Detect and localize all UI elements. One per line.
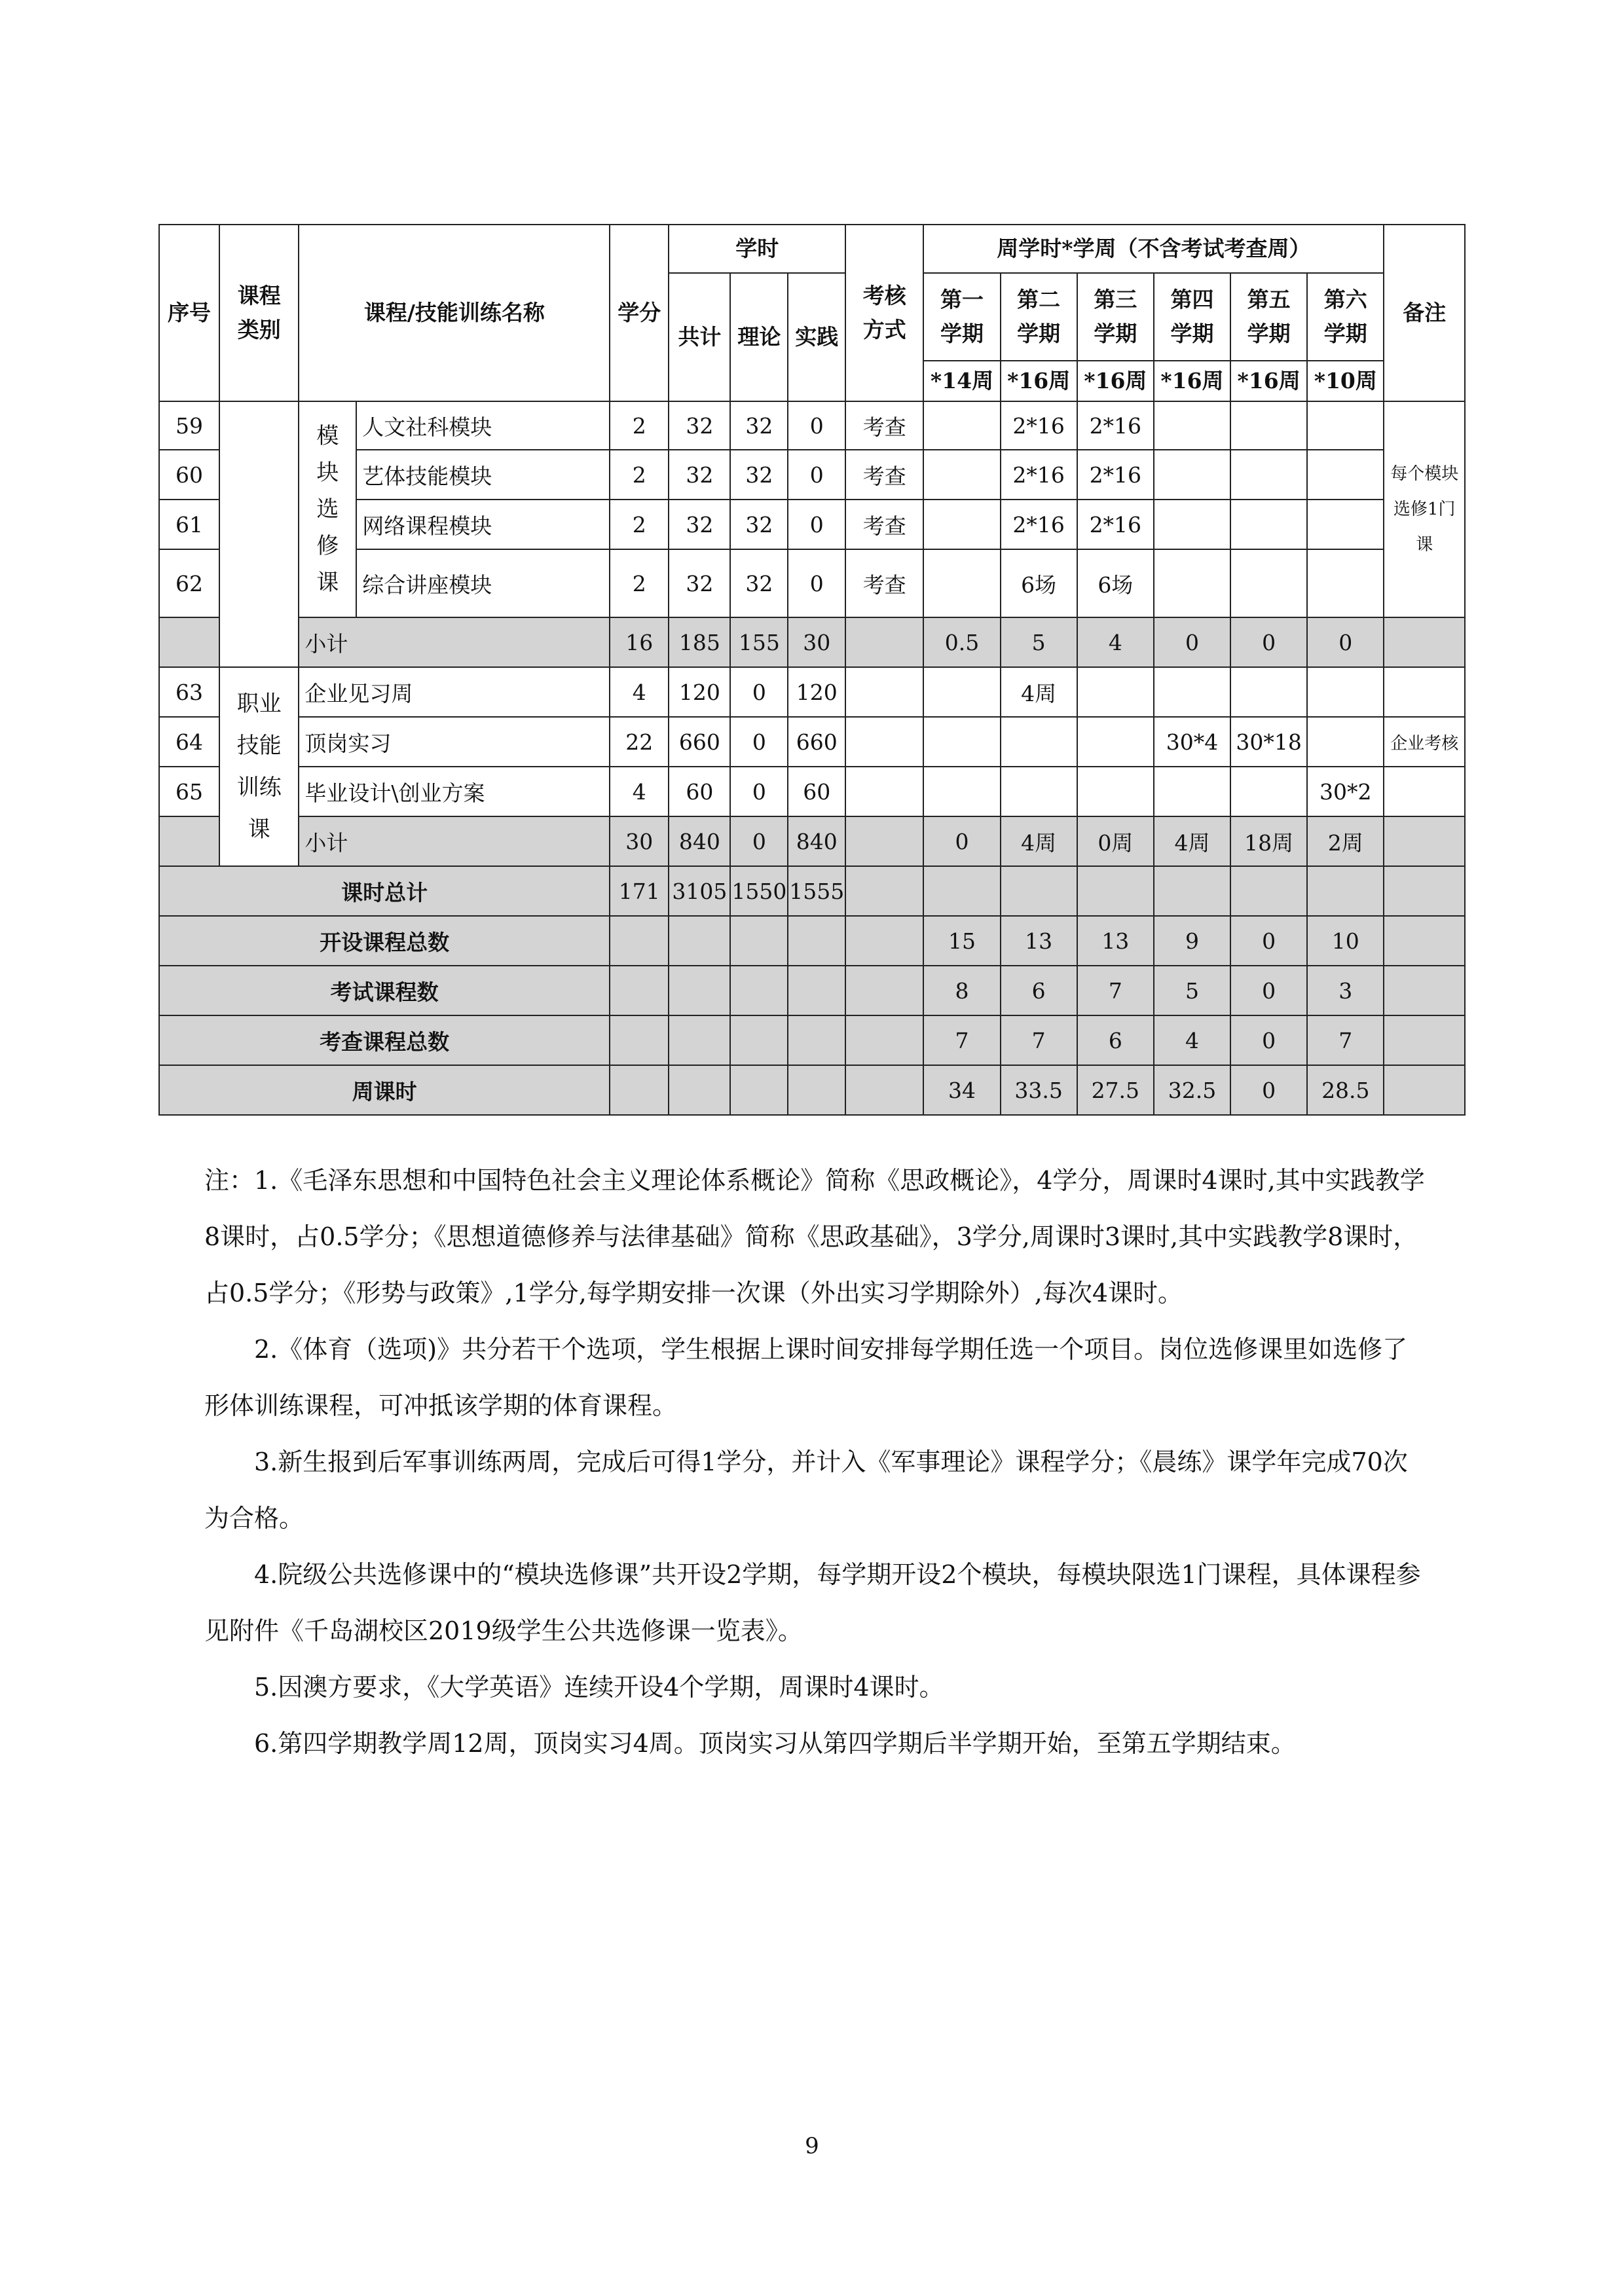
row-s4: [1154, 401, 1230, 450]
row-s5: [1230, 549, 1307, 617]
row-s6: [1307, 667, 1384, 717]
empty-cell: [610, 1015, 669, 1065]
header-weeks-2: *16周: [1001, 361, 1077, 401]
skill-training-category: 职业技能训练课: [219, 667, 299, 866]
empty-cell: [669, 1015, 730, 1065]
subtotal-s3: 4: [1077, 617, 1154, 667]
subtotal-remark-empty: [1384, 816, 1465, 866]
row-seq: 63: [159, 667, 219, 717]
row-s5: [1230, 667, 1307, 717]
row-s4: [1154, 667, 1230, 717]
header-weeks-1: *14周: [923, 361, 1000, 401]
header-semester-3: 第三学期: [1077, 273, 1154, 361]
total-hours-total: 3105: [669, 866, 730, 916]
header-weekly: 周学时*学周（不含考试考查周）: [923, 225, 1384, 273]
row-credits: 2: [610, 450, 669, 500]
check-courses-s2: 7: [1001, 1015, 1077, 1065]
header-weeks-5: *16周: [1230, 361, 1307, 401]
subtotal-theory: 0: [730, 816, 788, 866]
row-total: 32: [669, 549, 730, 617]
row-s3: 2*16: [1077, 500, 1154, 549]
note-paragraph: 注：1.《毛泽东思想和中国特色社会主义理论体系概论》简称《思政概论》，4学分，周课时4课时,其中实践教学8课时，占0.5学分；《思想道德修养与法律基础》简称《思政基础》，3学分,周课时3课时,其中实践教学8课时，占0.5学分；《形势与政策》,1学分,每学期安排一次课（外出实习学期除外）,每次4课时。: [204, 1166, 1425, 1307]
check-courses-label: 考查课程总数: [159, 1015, 610, 1065]
check-courses-s1: 7: [923, 1015, 1000, 1065]
empty-cell: [1077, 866, 1154, 916]
courses-offered-s6: 10: [1307, 916, 1384, 966]
weekly-hours-label: 周课时: [159, 1065, 610, 1115]
row-s6: [1307, 717, 1384, 767]
empty-cell: [669, 1065, 730, 1115]
subtotal-s4: 0: [1154, 617, 1230, 667]
row-s1: [923, 667, 1000, 717]
subtotal-s5: 18周: [1230, 816, 1307, 866]
empty-cell: [610, 1065, 669, 1115]
row-total: 32: [669, 450, 730, 500]
row-seq: 59: [159, 401, 219, 450]
header-semester-2: 第二学期: [1001, 273, 1077, 361]
subtotal-practice: 30: [788, 617, 845, 667]
row-s2: 2*16: [1001, 401, 1077, 450]
row-remark: [1384, 667, 1465, 717]
row-s1: [923, 401, 1000, 450]
note-paragraph: 6.第四学期教学周12周，顶岗实习4周。顶岗实习从第四学期后半学期开始，至第五学期结束。: [254, 1729, 1296, 1758]
subtotal-s4: 4周: [1154, 816, 1230, 866]
row-credits: 4: [610, 667, 669, 717]
row-theory: 0: [730, 767, 788, 816]
subtotal-total: 185: [669, 617, 730, 667]
empty-cell: [1384, 866, 1465, 916]
subtotal-s3: 0周: [1077, 816, 1154, 866]
row-seq: 64: [159, 717, 219, 767]
row-s1: [923, 500, 1000, 549]
empty-cell: [730, 966, 788, 1015]
row-seq: 62: [159, 549, 219, 617]
header-exam-method: 考核方式: [845, 225, 923, 401]
header-weeks-3: *16周: [1077, 361, 1154, 401]
row-practice: 0: [788, 401, 845, 450]
row-exam: 考查: [845, 450, 923, 500]
weekly-hours-row: [159, 1065, 1465, 1115]
subtotal-exam-empty: [845, 617, 923, 667]
row-s1: [923, 767, 1000, 816]
header-hours-total: 共计: [669, 273, 730, 401]
row-exam-empty: [845, 767, 923, 816]
note-paragraph: 4.院级公共选修课中的“模块选修课”共开设2学期，每学期开设2个模块，每模块限选1门课程，具体课程参见附件《千岛湖校区2019级学生公共选修课一览表》。: [204, 1560, 1421, 1645]
empty-cell: [1307, 866, 1384, 916]
table-row: [159, 717, 1465, 767]
row-credits: 22: [610, 717, 669, 767]
row-s4: [1154, 500, 1230, 549]
weekly-hours-s1: 34: [923, 1065, 1000, 1115]
weekly-hours-s5: 0: [1230, 1065, 1307, 1115]
row-s3: 6场: [1077, 549, 1154, 617]
subtotal-exam-empty: [845, 816, 923, 866]
exam-courses-s4: 5: [1154, 966, 1230, 1015]
row-s1: [923, 549, 1000, 617]
empty-cell: [845, 966, 923, 1015]
subtotal-row: [159, 816, 1465, 866]
empty-cell: [730, 1015, 788, 1065]
total-hours-practice: 1555: [788, 866, 845, 916]
subtotal-s5: 0: [1230, 617, 1307, 667]
exam-courses-row: [159, 966, 1465, 1015]
subtotal-practice: 840: [788, 816, 845, 866]
table-row: [159, 767, 1465, 816]
header-semester-4: 第四学期: [1154, 273, 1230, 361]
empty-cell: [923, 866, 1000, 916]
row-s5: [1230, 401, 1307, 450]
table-row: [159, 667, 1465, 717]
header-hours-theory: 理论: [730, 273, 788, 401]
header-course-name: 课程/技能训练名称: [299, 225, 610, 401]
empty-cell: [1384, 1015, 1465, 1065]
row-s5: [1230, 500, 1307, 549]
empty-cell: [788, 916, 845, 966]
row-exam-empty: [845, 667, 923, 717]
row-s2: 4周: [1001, 667, 1077, 717]
empty-cell: [669, 916, 730, 966]
note-paragraph: 3.新生报到后军事训练两周，完成后可得1学分，并计入《军事理论》课程学分；《晨练》课学年完成70次为合格。: [204, 1448, 1408, 1533]
row-practice: 60: [788, 767, 845, 816]
subtotal-s2: 5: [1001, 617, 1077, 667]
total-credits: 171: [610, 866, 669, 916]
row-s6: [1307, 450, 1384, 500]
exam-courses-s2: 6: [1001, 966, 1077, 1015]
empty-cell: [1384, 1065, 1465, 1115]
exam-courses-s6: 3: [1307, 966, 1384, 1015]
header-seq: 序号: [159, 225, 219, 401]
note-paragraph: 2.《体育（选项)》共分若干个选项，学生根据上课时间安排每学期任选一个项目。岗位选修课里如选修了形体训练课程，可冲抵该学期的体育课程。: [204, 1335, 1408, 1420]
empty-cell: [788, 1065, 845, 1115]
row-practice: 0: [788, 450, 845, 500]
weekly-hours-s6: 28.5: [1307, 1065, 1384, 1115]
row-s4: [1154, 549, 1230, 617]
empty-cell: [610, 916, 669, 966]
total-hours-label: 课时总计: [159, 866, 610, 916]
row-s3: [1077, 767, 1154, 816]
header-remarks: 备注: [1384, 225, 1465, 401]
check-courses-s3: 6: [1077, 1015, 1154, 1065]
row-credits: 2: [610, 500, 669, 549]
row-theory: 32: [730, 450, 788, 500]
courses-offered-label: 开设课程总数: [159, 916, 610, 966]
row-seq: 65: [159, 767, 219, 816]
empty-cell: [1230, 866, 1307, 916]
row-seq: 60: [159, 450, 219, 500]
row-name: 毕业设计\创业方案: [299, 767, 610, 816]
row-s1: [923, 450, 1000, 500]
row-s2: 2*16: [1001, 500, 1077, 549]
row-s1: [923, 717, 1000, 767]
row-s3: 2*16: [1077, 450, 1154, 500]
weekly-hours-s2: 33.5: [1001, 1065, 1077, 1115]
subtotal-theory: 155: [730, 617, 788, 667]
row-name: 综合讲座模块: [356, 549, 610, 617]
subtotal-seq-empty: [159, 617, 219, 667]
course-schedule-table: [158, 224, 1466, 1116]
row-s6: [1307, 401, 1384, 450]
row-credits: 2: [610, 401, 669, 450]
header-hours: 学时: [669, 225, 845, 273]
empty-cell: [730, 916, 788, 966]
header-weeks-6: *10周: [1307, 361, 1384, 401]
total-hours-theory: 1550: [730, 866, 788, 916]
row-s2: 2*16: [1001, 450, 1077, 500]
row-remark: 企业考核: [1384, 717, 1465, 767]
empty-cell: [1384, 916, 1465, 966]
courses-offered-s3: 13: [1077, 916, 1154, 966]
empty-cell: [1384, 966, 1465, 1015]
subtotal-label: 小计: [299, 816, 610, 866]
total-hours-row: [159, 866, 1465, 916]
header-weeks-4: *16周: [1154, 361, 1230, 401]
row-theory: 32: [730, 549, 788, 617]
row-exam: 考查: [845, 549, 923, 617]
row-theory: 32: [730, 500, 788, 549]
row-s3: [1077, 667, 1154, 717]
row-s5: 30*18: [1230, 717, 1307, 767]
courses-offered-s4: 9: [1154, 916, 1230, 966]
row-name: 人文社科模块: [356, 401, 610, 450]
subtotal-s2: 4周: [1001, 816, 1077, 866]
courses-offered-s5: 0: [1230, 916, 1307, 966]
exam-courses-s5: 0: [1230, 966, 1307, 1015]
courses-offered-s2: 13: [1001, 916, 1077, 966]
row-practice: 0: [788, 549, 845, 617]
empty-cell: [845, 1015, 923, 1065]
row-s4: 30*4: [1154, 717, 1230, 767]
row-exam: 考查: [845, 401, 923, 450]
row-s2: [1001, 717, 1077, 767]
row-s6: 30*2: [1307, 767, 1384, 816]
row-s6: [1307, 549, 1384, 617]
subtotal-label: 小计: [299, 617, 610, 667]
notes-section: [204, 1152, 1426, 1772]
row-practice: 120: [788, 667, 845, 717]
header-credits: 学分: [610, 225, 669, 401]
empty-cell: [610, 966, 669, 1015]
header-semester-6: 第六学期: [1307, 273, 1384, 361]
empty-cell: [1001, 866, 1077, 916]
exam-courses-s3: 7: [1077, 966, 1154, 1015]
row-s2: [1001, 767, 1077, 816]
empty-cell: [788, 1015, 845, 1065]
module-remark: 每个模块选修1门课: [1384, 401, 1465, 617]
row-name: 顶岗实习: [299, 717, 610, 767]
row-s5: [1230, 767, 1307, 816]
check-courses-row: [159, 1015, 1465, 1065]
row-total: 32: [669, 401, 730, 450]
courses-offered-s1: 15: [923, 916, 1000, 966]
row-practice: 0: [788, 500, 845, 549]
row-s2: 6场: [1001, 549, 1077, 617]
empty-cell: [1154, 866, 1230, 916]
row-s4: [1154, 767, 1230, 816]
row-s3: 2*16: [1077, 401, 1154, 450]
row-total: 60: [669, 767, 730, 816]
row-name: 艺体技能模块: [356, 450, 610, 500]
row-exam: 考查: [845, 500, 923, 549]
row-name: 企业见习周: [299, 667, 610, 717]
empty-cell: [669, 966, 730, 1015]
exam-courses-label: 考试课程数: [159, 966, 610, 1015]
empty-cell: [730, 1065, 788, 1115]
table-row: [159, 401, 1465, 450]
row-remark: [1384, 767, 1465, 816]
header-hours-practice: 实践: [788, 273, 845, 401]
weekly-hours-s3: 27.5: [1077, 1065, 1154, 1115]
weekly-hours-s4: 32.5: [1154, 1065, 1230, 1115]
exam-courses-s1: 8: [923, 966, 1000, 1015]
empty-cell: [845, 866, 923, 916]
subtotal-s6: 0: [1307, 617, 1384, 667]
row-seq: 61: [159, 500, 219, 549]
row-credits: 2: [610, 549, 669, 617]
header-category: 课程类别: [219, 225, 299, 401]
row-s5: [1230, 450, 1307, 500]
row-credits: 4: [610, 767, 669, 816]
subtotal-total: 840: [669, 816, 730, 866]
row-s4: [1154, 450, 1230, 500]
empty-cell: [845, 1065, 923, 1115]
row-total: 32: [669, 500, 730, 549]
row-theory: 0: [730, 717, 788, 767]
check-courses-s5: 0: [1230, 1015, 1307, 1065]
row-theory: 32: [730, 401, 788, 450]
header-semester-1: 第一学期: [923, 273, 1000, 361]
subtotal-seq-empty: [159, 816, 219, 866]
row-name: 网络课程模块: [356, 500, 610, 549]
empty-cell: [845, 916, 923, 966]
module-elective-label: 模块选修课: [299, 401, 356, 617]
page-number: 9: [805, 2133, 819, 2159]
subtotal-s1: 0: [923, 816, 1000, 866]
row-total: 120: [669, 667, 730, 717]
subtotal-s6: 2周: [1307, 816, 1384, 866]
subtotal-credits: 16: [610, 617, 669, 667]
category-cell-empty: [219, 401, 299, 667]
courses-offered-row: [159, 916, 1465, 966]
note-paragraph: 5.因澳方要求，《大学英语》连续开设4个学期，周课时4课时。: [254, 1673, 944, 1702]
header-semester-5: 第五学期: [1230, 273, 1307, 361]
subtotal-remark-empty: [1384, 617, 1465, 667]
row-total: 660: [669, 717, 730, 767]
subtotal-s1: 0.5: [923, 617, 1000, 667]
empty-cell: [788, 966, 845, 1015]
row-s6: [1307, 500, 1384, 549]
row-theory: 0: [730, 667, 788, 717]
row-s3: [1077, 717, 1154, 767]
check-courses-s6: 7: [1307, 1015, 1384, 1065]
check-courses-s4: 4: [1154, 1015, 1230, 1065]
subtotal-row: [159, 617, 1465, 667]
row-practice: 660: [788, 717, 845, 767]
row-exam-empty: [845, 717, 923, 767]
subtotal-credits: 30: [610, 816, 669, 866]
